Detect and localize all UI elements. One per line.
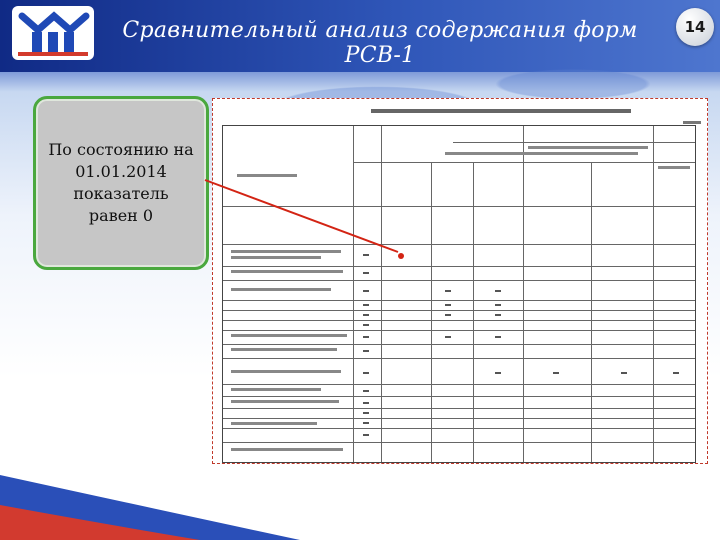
callout-text: По состоянию на 01.01.2014 показатель равен 0 [48, 140, 194, 225]
russian-flag-wave [0, 440, 720, 540]
pointer-marker [398, 253, 404, 259]
slide-title: Сравнительный анализ содержания форм РСВ-1 [122, 18, 638, 68]
page-number-badge: 14 [676, 8, 714, 46]
